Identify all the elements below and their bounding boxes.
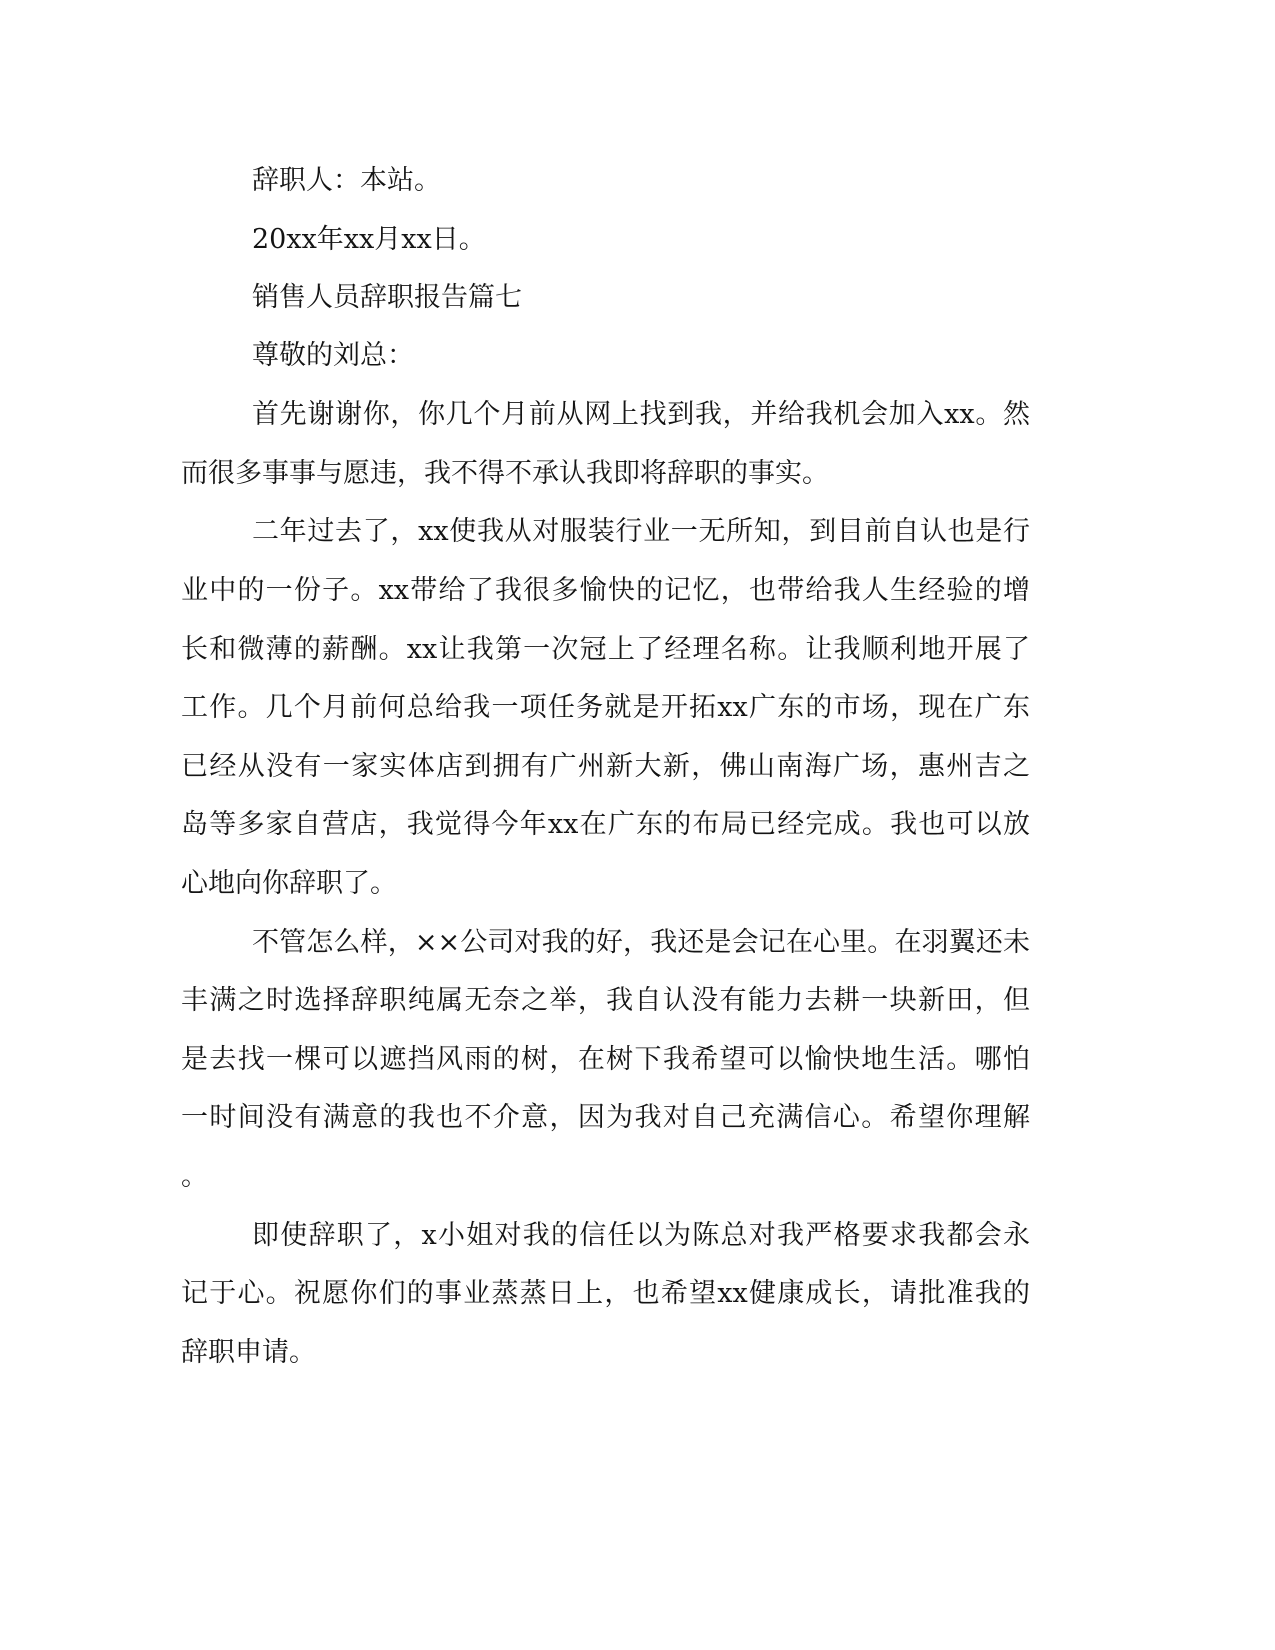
paragraph-2-line-6: 岛等多家自营店，我觉得今年xx在广东的布局已经完成。我也可以放: [181, 809, 1030, 840]
paragraph-2-line-4: 工作。几个月前何总给我一项任务就是开拓xx广东的市场，现在广东: [181, 692, 1030, 723]
paragraph-2-line-1: 二年过去了，xx使我从对服装行业一无所知，到目前自认也是行: [252, 516, 1030, 547]
signature-line: 辞职人：本站。: [252, 165, 441, 196]
paragraph-3-line-1: 不管怎么样，××公司对我的好，我还是会记在心里。在羽翼还未: [252, 927, 1030, 958]
paragraph-4-line-1: 即使辞职了，x小姐对我的信任以为陈总对我严格要求我都会永: [252, 1220, 1030, 1251]
paragraph-2-line-7: 心地向你辞职了。: [181, 868, 397, 899]
paragraph-2-line-2: 业中的一份子。xx带给了我很多愉快的记忆，也带给我人生经验的增: [181, 575, 1030, 606]
paragraph-3-line-4: 一时间没有满意的我也不介意，因为我对自己充满信心。希望你理解: [181, 1102, 1030, 1133]
paragraph-3-line-2: 丰满之时选择辞职纯属无奈之举，我自认没有能力去耕一块新田，但: [181, 985, 1030, 1016]
paragraph-2-line-3: 长和微薄的薪酬。xx让我第一次冠上了经理名称。让我顺利地开展了: [181, 634, 1030, 665]
paragraph-3-line-3: 是去找一棵可以遮挡风雨的树，在树下我希望可以愉快地生活。哪怕: [181, 1044, 1030, 1075]
paragraph-2-line-5: 已经从没有一家实体店到拥有广州新大新，佛山南海广场，惠州吉之: [181, 751, 1030, 782]
paragraph-1-line-2: 而很多事事与愿违，我不得不承认我即将辞职的事实。: [181, 458, 829, 489]
salutation: 尊敬的刘总：: [252, 340, 414, 371]
section-title: 销售人员辞职报告篇七: [252, 282, 522, 313]
date-line: 20xx年xx月xx日。: [252, 224, 486, 255]
paragraph-4-line-3: 辞职申请。: [181, 1337, 316, 1368]
paragraph-3-line-5: 。: [181, 1161, 208, 1192]
paragraph-1-line-1: 首先谢谢你，你几个月前从网上找到我，并给我机会加入xx。然: [252, 399, 1030, 430]
paragraph-4-line-2: 记于心。祝愿你们的事业蒸蒸日上，也希望xx健康成长，请批准我的: [181, 1278, 1030, 1309]
